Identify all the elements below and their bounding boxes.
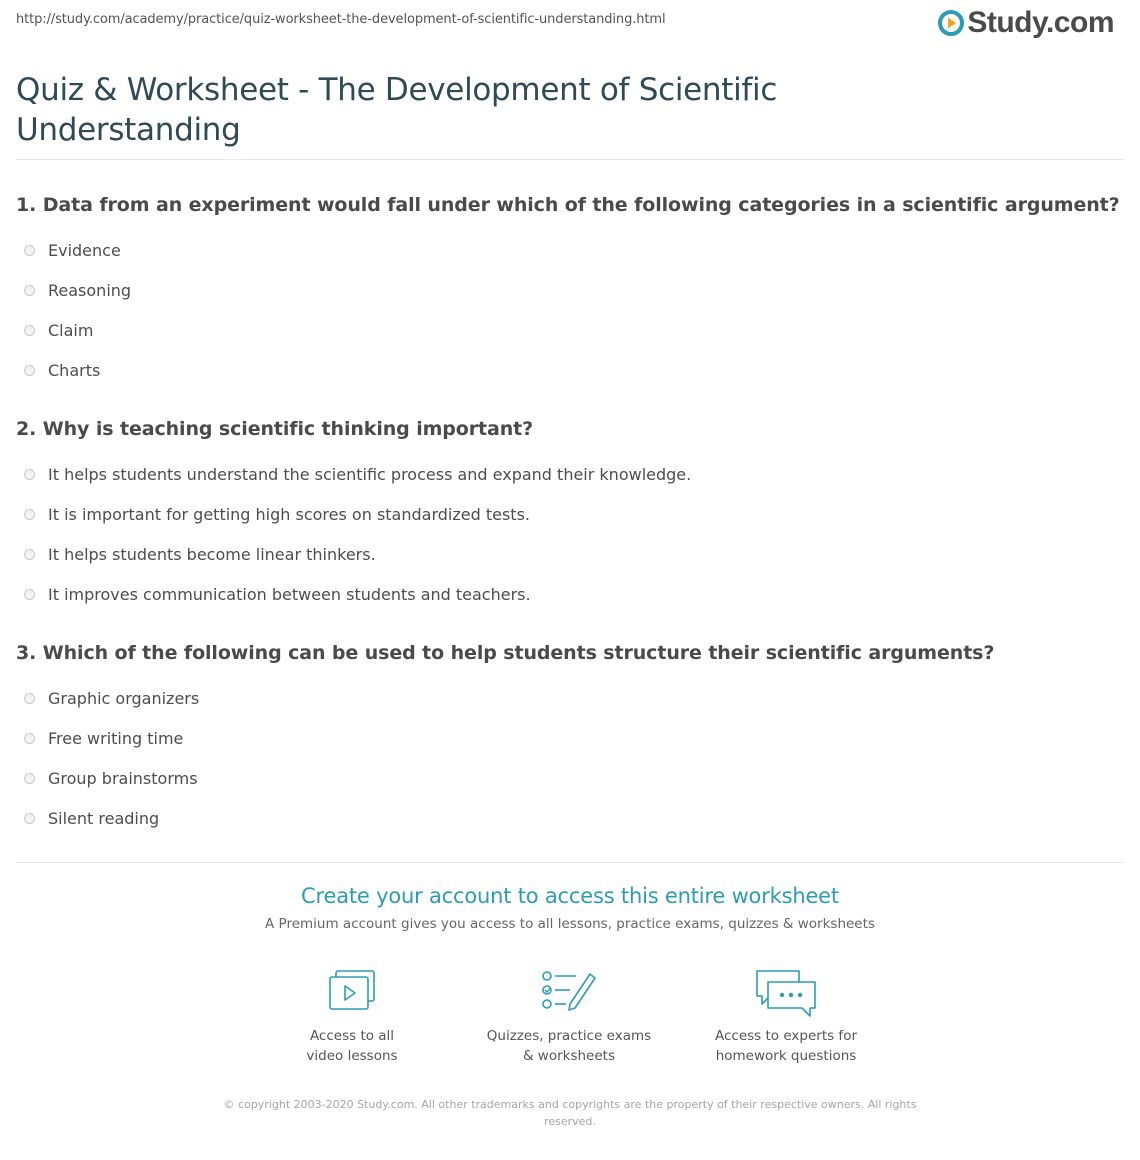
radio-button[interactable]	[24, 733, 35, 744]
radio-button[interactable]	[24, 365, 35, 376]
study-logo[interactable]	[938, 6, 1114, 40]
play-icon	[938, 10, 964, 36]
option-label: Reasoning	[48, 280, 132, 300]
radio-button[interactable]	[24, 589, 35, 600]
feature-label: Access to experts for homework questions	[714, 1028, 857, 1064]
radio-button[interactable]	[24, 813, 35, 824]
answer-option[interactable]	[16, 678, 1124, 718]
video-lessons-icon	[326, 968, 378, 1014]
option-label: Free writing time	[48, 728, 184, 748]
option-label: Charts	[48, 360, 101, 380]
answer-option[interactable]	[16, 758, 1124, 798]
question-text: 2. Why is teaching scientific thinking important?	[16, 418, 534, 440]
option-label: Claim	[48, 320, 94, 340]
cta-link[interactable]: Create your account to access this entire worksheet	[301, 884, 839, 908]
question-text: 3. Which of the following can be used to help students structure their scientific arguments?	[16, 642, 995, 664]
answer-option[interactable]	[16, 270, 1124, 310]
cta-subtitle: A Premium account gives you access to all lessons, practice exams, quizzes & worksheets	[265, 916, 875, 932]
answer-option[interactable]	[16, 574, 1124, 614]
feature-label: Quizzes, practice exams & worksheets	[486, 1028, 652, 1064]
feature-quizzes	[469, 968, 669, 1066]
radio-button[interactable]	[24, 549, 35, 560]
page-title: Quiz & Worksheet - The Development of Scientific Understanding	[16, 72, 778, 148]
quiz-checklist-icon	[540, 968, 598, 1014]
radio-button[interactable]	[24, 773, 35, 784]
page-url: http://study.com/academy/practice/quiz-worksheet-the-development-of-scientific-understanding.html	[16, 12, 666, 27]
feature-label: Access to all video lessons	[306, 1028, 398, 1064]
option-label: Graphic organizers	[48, 688, 200, 708]
answer-option[interactable]	[16, 310, 1124, 350]
radio-button[interactable]	[24, 285, 35, 296]
answer-options	[16, 678, 1124, 838]
logo-text: Study.com	[967, 6, 1114, 39]
answer-option[interactable]	[16, 718, 1124, 758]
question-1	[16, 194, 1124, 390]
radio-button[interactable]	[24, 509, 35, 520]
answer-options	[16, 230, 1124, 390]
option-label: It helps students understand the scientific process and expand their knowledge.	[48, 464, 692, 484]
option-label: It improves communication between students and teachers.	[48, 584, 531, 604]
chat-experts-icon	[754, 968, 818, 1020]
answer-option[interactable]	[16, 350, 1124, 390]
feature-experts	[686, 968, 886, 1066]
divider	[16, 159, 1124, 160]
copyright-notice: © copyright 2003-2020 Study.com. All other trademarks and copyrights are the property of their respective owners. All rights reserved.	[223, 1098, 917, 1128]
divider	[16, 862, 1124, 863]
answer-option[interactable]	[16, 454, 1124, 494]
radio-button[interactable]	[24, 245, 35, 256]
answer-option[interactable]	[16, 798, 1124, 838]
option-label: Silent reading	[48, 808, 160, 828]
option-label: Evidence	[48, 240, 121, 260]
answer-option[interactable]	[16, 534, 1124, 574]
option-label: It helps students become linear thinkers.	[48, 544, 376, 564]
option-label: Group brainstorms	[48, 768, 198, 788]
answer-options	[16, 454, 1124, 614]
radio-button[interactable]	[24, 693, 35, 704]
radio-button[interactable]	[24, 325, 35, 336]
option-label: It is important for getting high scores on standardized tests.	[48, 504, 530, 524]
question-2	[16, 418, 1124, 614]
radio-button[interactable]	[24, 469, 35, 480]
answer-option[interactable]	[16, 494, 1124, 534]
question-3	[16, 642, 1124, 838]
feature-video-lessons	[252, 968, 452, 1066]
question-text: 1. Data from an experiment would fall under which of the following categories in a scientific argument?	[16, 194, 1120, 216]
answer-option[interactable]	[16, 230, 1124, 270]
